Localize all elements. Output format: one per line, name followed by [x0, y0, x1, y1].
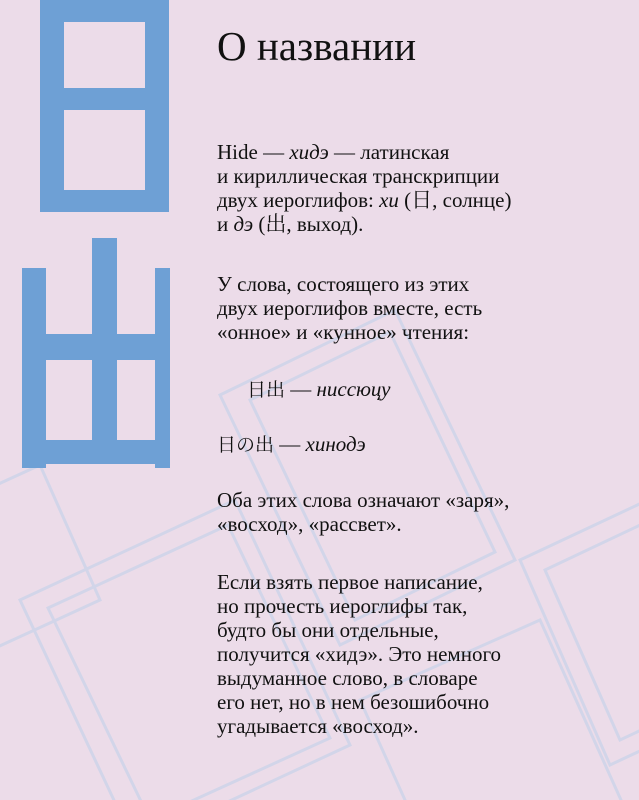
- intro-line-1: Hide — хидэ — латинская: [217, 140, 450, 164]
- japanese-word: 日出: [247, 379, 286, 401]
- text-line: угадывается «восход».: [217, 714, 419, 738]
- intro-line-3: двух иероглифов: хи (日, солнце): [217, 188, 512, 212]
- japanese-word: 日の出: [217, 434, 275, 456]
- text-line: «онное» и «кунное» чтения:: [217, 320, 470, 344]
- meaning-paragraph: [217, 488, 509, 536]
- text-line: выдуманное слово, в словаре: [217, 666, 478, 690]
- text-line: «восход», «рассвет».: [217, 512, 402, 536]
- text-line: его нет, но в нем безошибочно: [217, 690, 490, 714]
- kanji-hi-graphic: [40, 0, 169, 212]
- text-line: двух иероглифов вместе, есть: [217, 296, 483, 320]
- text-line: У слова, состоящего из этих: [217, 272, 470, 296]
- pattern-square-5: [0, 465, 100, 655]
- conclusion-paragraph: [217, 570, 501, 738]
- reading-text: ниссюцу: [316, 377, 391, 401]
- page-title: О названии: [217, 23, 417, 69]
- pattern-square-3: [520, 485, 639, 765]
- big-kanji-hinode-graphic: [20, 0, 170, 470]
- readings-intro-paragraph: [217, 272, 482, 344]
- intro-line-4: и дэ (出, выход).: [217, 212, 364, 236]
- kanji-de-graphic: [22, 238, 170, 468]
- reading-on: 日出 — ниссюцу: [247, 377, 391, 401]
- text-line: Если взять первое написание,: [217, 570, 483, 594]
- intro-line-2: и кириллическая транскрипции: [217, 164, 500, 188]
- text-line: но прочесть иероглифы так,: [217, 594, 468, 618]
- reading-kun: 日の出 — хинодэ: [217, 432, 366, 456]
- intro-paragraph: [217, 140, 511, 236]
- text-line: получится «хидэ». Это немного: [217, 642, 502, 666]
- text-line: Оба этих слова означают «заря»,: [217, 488, 510, 512]
- reading-text: хинодэ: [305, 432, 366, 456]
- text-line: будто бы они отдельные,: [217, 618, 439, 642]
